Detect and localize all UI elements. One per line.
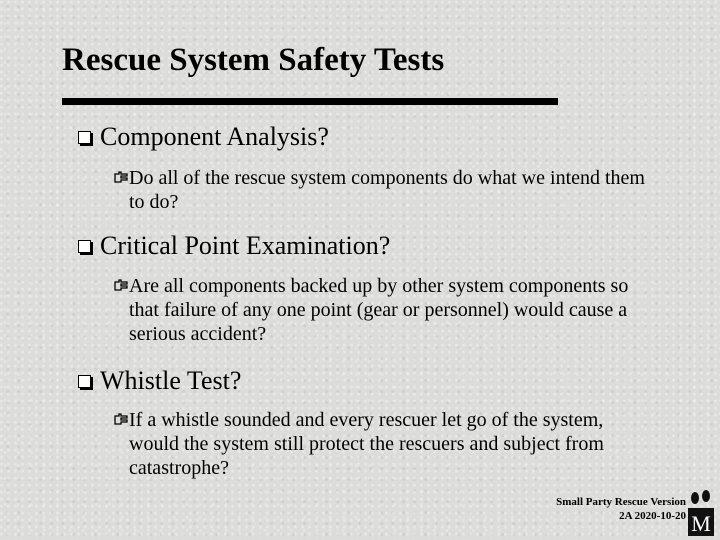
- logo-letter: M: [691, 511, 711, 536]
- section-detail-component-analysis: [113, 166, 649, 214]
- section-whistle-test: [78, 366, 241, 396]
- section-heading: Critical Point Examination?: [100, 231, 391, 260]
- square-box-icon: [78, 131, 91, 144]
- section-critical-point: [78, 231, 390, 261]
- pointing-hand-icon: [113, 278, 129, 294]
- square-box-icon: [78, 375, 91, 388]
- section-detail-text: Are all components backed up by other system components so that failure of any one point (gear or personnel) would cause a serious accident?: [129, 275, 629, 345]
- section-heading: Component Analysis?: [100, 122, 329, 151]
- title-underline: [62, 98, 558, 105]
- section-detail-whistle-test: [113, 408, 649, 480]
- footer-line-2: 2A 2020-10-20: [619, 510, 686, 522]
- pointing-hand-icon: [113, 170, 129, 186]
- footer-line-1: Small Party Rescue Version: [556, 496, 686, 508]
- slide-title: Rescue System Safety Tests: [62, 42, 445, 78]
- square-box-icon: [78, 240, 91, 253]
- section-detail-text: Do all of the rescue system components do what we intend them to do?: [129, 167, 645, 213]
- section-detail-text: If a whistle sounded and every rescuer let go of the system, would the system still protect the rescuers and subject from catastrophe?: [129, 409, 604, 479]
- footer-version: [556, 495, 686, 523]
- pointing-hand-icon: [113, 412, 129, 428]
- footprints-logo-icon: [688, 490, 714, 536]
- section-heading: Whistle Test?: [100, 366, 242, 395]
- section-detail-critical-point: [113, 274, 649, 346]
- section-component-analysis: [78, 122, 329, 152]
